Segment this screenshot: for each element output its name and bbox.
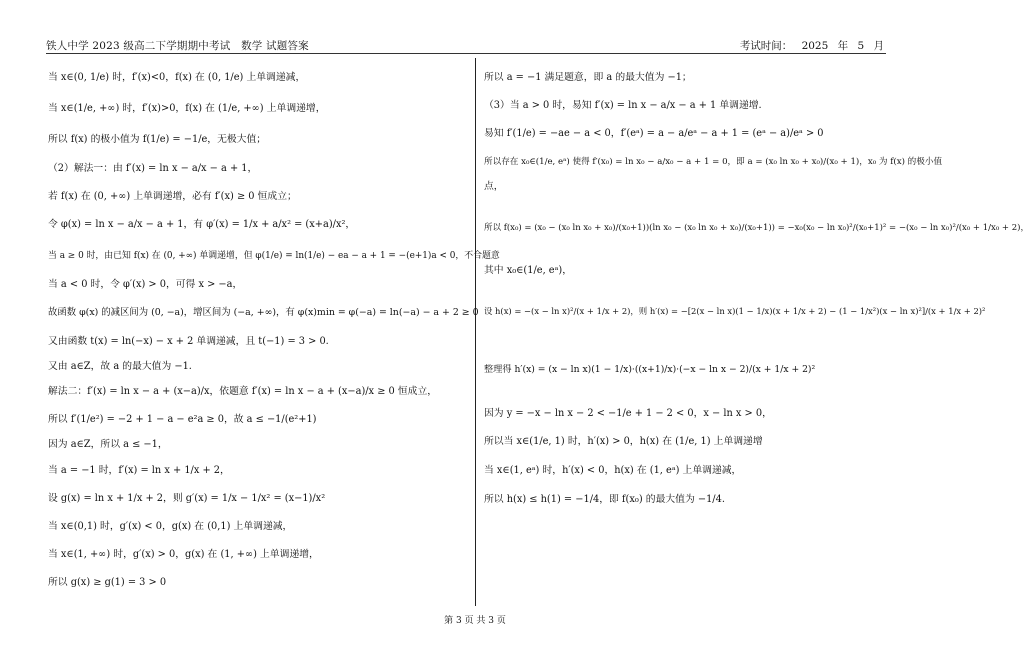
page-footer: 第 3 页 共 3 页	[444, 616, 506, 626]
solution-line: 点，	[484, 181, 504, 192]
solution-line: 所以 g(x) ≥ g(1) = 3 > 0	[48, 577, 167, 588]
solution-line: 所以当 x∈(1/e, 1) 时，h′(x) > 0，h(x) 在 (1/e, 1) 上单调递增	[484, 436, 763, 447]
solution-line: 设 h(x) = −(x − ln x)²/(x + 1/x + 2)，则 h′(x) = −[2(x − ln x)(1 − 1/x)(x + 1/x + 2) − (1 − 1/x²)(x − ln x)²]/(x + 1/x + 2)²	[484, 306, 986, 316]
solution-line: 当 a = −1 时，f′(x) = ln x + 1/x + 2，	[48, 465, 230, 476]
solution-line: 所以存在 x₀∈(1/e, eᵃ) 使得 f′(x₀) = ln x₀ − a/x₀ − a + 1 = 0，即 a = (x₀ ln x₀ + x₀)/(x₀ + 1)，x₀ 为 f(x) 的极小值	[484, 157, 943, 167]
solution-line: 整理得 h′(x) = (x − ln x)(1 − 1/x)·((x+1)/x)·(−x − ln x − 2)/(x + 1/x + 2)²	[484, 364, 816, 375]
solution-line: 其中 x₀∈(1/e, eᵃ)，	[484, 265, 572, 276]
part-3-heading: （3）当 a > 0 时，易知 f′(x) = ln x − a/x − a + 1 单调递增.	[484, 100, 762, 111]
solution-line: 当 x∈(1/e, +∞) 时，f′(x)>0，f(x) 在 (1/e, +∞) 上单调递增，	[48, 103, 326, 114]
header-title: 铁人中学 2023 级高二下学期期中考试 数学 试题答案	[46, 40, 309, 52]
solution-line: 所以 f(x) 的极小值为 f(1/e) = −1/e，无极大值；	[48, 134, 267, 145]
solution-line: 故函数 φ(x) 的减区间为 (0, −a)，增区间为 (−a, +∞)，有 φ(x)min = φ(−a) = ln(−a) − a + 2 ≥ 0	[48, 307, 479, 318]
solution-line: 设 g(x) = ln x + 1/x + 2，则 g′(x) = 1/x − 1/x² = (x−1)/x²	[48, 493, 326, 504]
exam-date: 考试时间： 2025 年 5 月	[739, 40, 884, 52]
header-rule	[46, 53, 886, 54]
solution-line: 因为 y = −x − ln x − 2 < −1/e + 1 − 2 < 0，x − ln x > 0，	[484, 408, 772, 419]
solution-line: 令 φ(x) = ln x − a/x − a + 1，有 φ′(x) = 1/x + a/x² = (x+a)/x²，	[48, 219, 356, 230]
solution-line: 因为 a∈Z，所以 a ≤ −1，	[48, 439, 168, 450]
solution-line: 当 a < 0 时，令 φ′(x) > 0，可得 x > −a，	[48, 279, 243, 290]
solution-line: 所以 a = −1 满足题意，即 a 的最大值为 −1；	[484, 72, 692, 83]
solution-line: 若 f(x) 在 (0, +∞) 上单调递增，必有 f′(x) ≥ 0 恒成立；	[48, 191, 297, 202]
method-2-heading: 解法二：f′(x) = ln x − a + (x−a)/x，依题意 f′(x) = ln x − a + (x−a)/x ≥ 0 恒成立，	[48, 386, 438, 397]
solution-line: 又由函数 t(x) = ln(−x) − x + 2 单调递减，且 t(−1) = 3 > 0.	[48, 336, 329, 347]
solution-line: 当 x∈(1, +∞) 时，g′(x) > 0，g(x) 在 (1, +∞) 上单调递增，	[48, 549, 319, 560]
part-2-heading: （2）解法一：由 f′(x) = ln x − a/x − a + 1，	[48, 163, 258, 174]
solution-line: 所以 f(x₀) = (x₀ − (x₀ ln x₀ + x₀)/(x₀+1))(ln x₀ − (x₀ ln x₀ + x₀)/(x₀+1)) = −x₀(x₀ − ln x₀)²/(x₀+1)² = −(x₀ − ln x₀)²/(x₀ + 1/x₀ + 2)，	[484, 223, 1029, 233]
solution-line: 当 x∈(1, eᵃ) 时，h′(x) < 0，h(x) 在 (1, eᵃ) 上单调递减，	[484, 465, 742, 476]
solution-line: 当 x∈(0,1) 时，g′(x) < 0，g(x) 在 (0,1) 上单调递减，	[48, 521, 293, 532]
solution-line: 所以 f′(1/e²) = −2 + 1 − a − e²a ≥ 0，故 a ≤ −1/(e²+1)	[48, 414, 317, 425]
conclusion-line: 所以 h(x) ≤ h(1) = −1/4，即 f(x₀) 的最大值为 −1/4.	[484, 494, 725, 505]
column-divider	[475, 58, 476, 606]
solution-line: 易知 f′(1/e) = −ae − a < 0，f′(eᵃ) = a − a/eᵃ − a + 1 = (eᵃ − a)/eᵃ > 0	[484, 128, 824, 139]
solution-line: 当 x∈(0, 1/e) 时，f′(x)<0，f(x) 在 (0, 1/e) 上单调递减，	[48, 72, 306, 83]
solution-line: 当 a ≥ 0 时，由已知 f(x) 在 (0, +∞) 单调递增，但 φ(1/e) = ln(1/e) − ea − a + 1 = −(e+1)a < 0，不合题意	[48, 251, 500, 261]
solution-line: 又由 a∈Z，故 a 的最大值为 −1.	[48, 361, 192, 372]
